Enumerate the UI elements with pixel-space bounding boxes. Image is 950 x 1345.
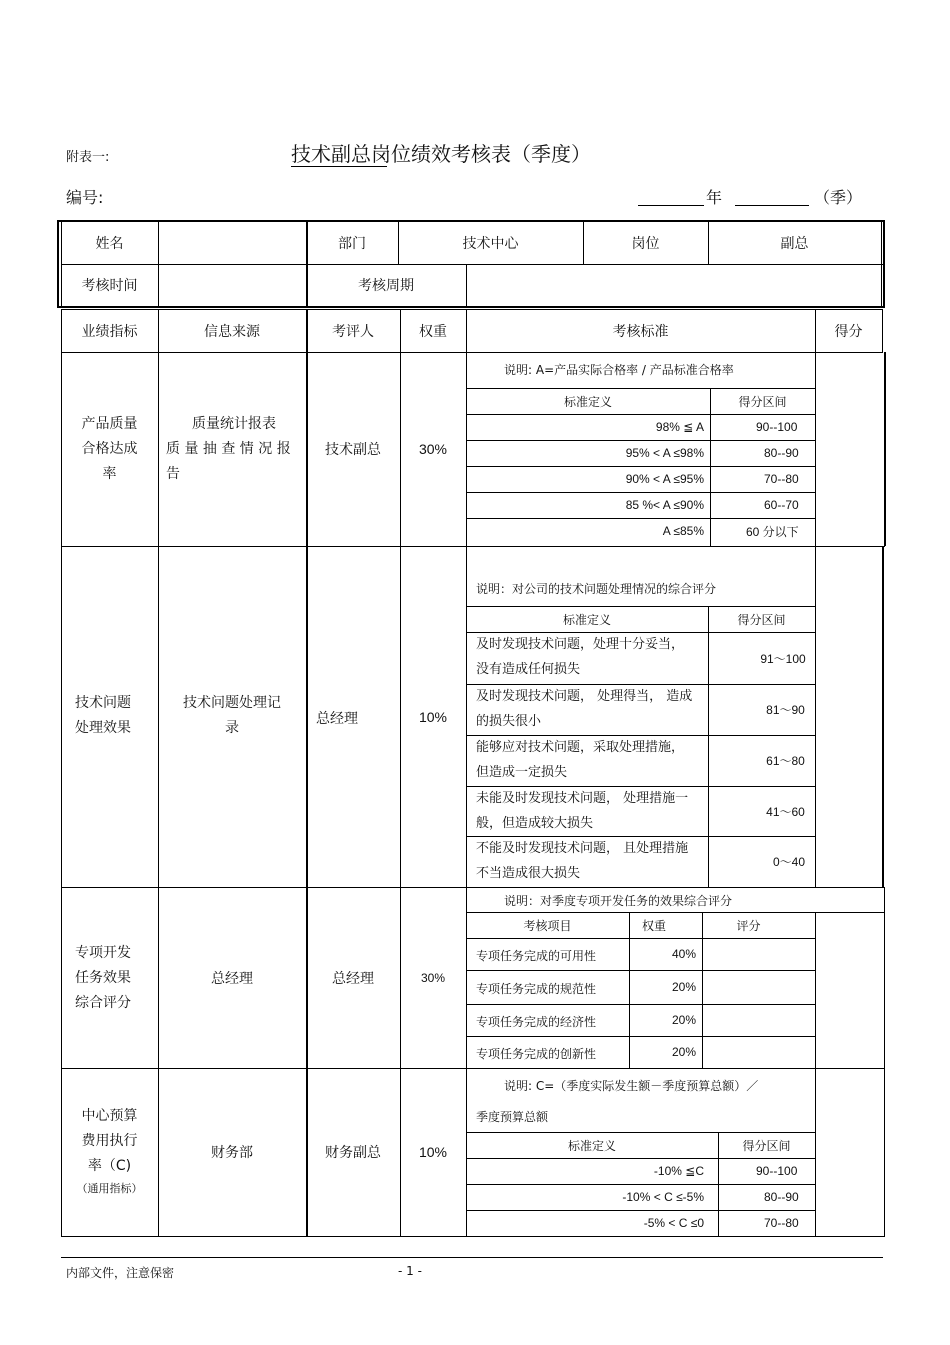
standard-note-cont: 季度预算总额 [476,1110,549,1124]
item-name: 专项任务完成的创新性 [476,1047,597,1061]
item-weight: 20% [671,980,696,994]
info-source: 总经理 [211,970,253,987]
range-item: 41～60 [766,804,805,819]
col-kpi: 业绩指标 [81,323,138,340]
weight: 30% [420,970,446,985]
range-item: 80--90 [764,446,799,460]
def-item: 98% ≦ A [655,420,704,434]
post-label: 岗位 [631,236,660,252]
season-blank [735,205,809,206]
range-item: 80--90 [764,1190,799,1204]
range-item: 70--80 [764,472,799,486]
item-weight: 20% [671,1045,696,1059]
time-label: 考核时间 [81,278,138,294]
item-header: 考核项目 [523,918,572,933]
item-name: 专项任务完成的经济性 [476,1015,597,1029]
name-label: 姓名 [95,236,124,252]
name-field[interactable] [158,222,306,264]
reviewer: 总经理 [316,711,358,727]
reviewer: 总经理 [332,970,374,987]
year-blank [638,205,704,206]
item-weight: 40% [671,947,696,961]
reviewer: 财务副总 [325,1145,381,1161]
item-name: 专项任务完成的可用性 [476,949,597,963]
def-item: 未能及时发现技术问题， 处理措施一 般，但造成较大损失 [476,791,689,831]
range-header: 得分区间 [738,394,787,409]
range-item: 61～80 [766,754,805,768]
range-item: 0～40 [772,855,806,869]
def-item: A ≤85% [662,524,704,538]
year-label: 年 [706,188,723,207]
def-item: 能够应对技术问题，采取处理措施， 但造成一定损失 [476,740,685,780]
dept-label: 部门 [338,236,366,252]
def-item: -10% < C ≤-5% [622,1190,704,1204]
standard-note: 说明：对公司的技术问题处理情况的综合评分 [476,582,717,596]
appendix-label: 附表一: [66,150,110,165]
info-source: 财务部 [211,1145,253,1161]
post-value: 副总 [780,236,809,252]
col-reviewer: 考评人 [332,323,374,340]
kpi-name: 技术问题 处理效果 [75,695,131,736]
weight-header: 权重 [641,918,666,933]
kpi-name: 产品质量 合格达成 率 [81,416,138,482]
time-field[interactable] [158,264,306,306]
weight: 10% [418,1144,448,1160]
col-source: 信息来源 [204,323,260,340]
weight: 10% [418,708,448,725]
range-item: 60--70 [764,498,799,512]
def-item: 85 %< A ≤90% [625,498,704,512]
reviewer: 技术副总 [325,442,381,458]
footer-rule [61,1257,883,1258]
col-score: 得分 [834,323,863,340]
def-header: 标准定义 [563,394,612,409]
standard-note: 说明: C=（季度实际发生额－季度预算总额）／ [504,1079,759,1093]
def-header: 标准定义 [562,612,611,627]
page-title: 技术副总岗位绩效考核表（季度） [291,142,591,166]
serial-label: 编号: [66,188,104,207]
kpi-name: 专项开发 任务效果 综合评分 [75,945,131,1011]
def-item: -10% ≦C [653,1164,704,1178]
dept-value: 技术中心 [462,236,519,252]
weight: 30% [418,441,448,457]
kpi-name: 中心预算 费用执行 率（C) （通用指标） [76,1108,143,1195]
def-item: 不能及时发现技术问题， 且处理措施 不当造成很大损失 [476,841,689,881]
def-item: 及时发现技术问题， 处理得当， 造成 的损失很小 [476,689,693,729]
range-header: 得分区间 [742,1138,791,1153]
range-item: 91～100 [760,651,806,666]
info-source: 质量统计报表 质 量 抽 查 情 况 报 告 [166,416,291,482]
range-item: 90--100 [756,420,798,434]
period-label: 考核周期 [358,278,414,294]
eval-header: 评分 [736,918,761,933]
col-standard: 考核标准 [612,323,669,340]
range-header: 得分区间 [737,612,786,627]
def-item: -5% < C ≤0 [643,1216,704,1230]
item-name: 专项任务完成的规范性 [476,982,597,996]
season-label: （季） [814,188,863,207]
standard-note: 说明: A=产品实际合格率 / 产品标准合格率 [504,363,734,377]
page-number: - 1 - [398,1264,422,1278]
def-item: 95% < A ≤98% [625,446,704,460]
standard-note: 说明：对季度专项开发任务的效果综合评分 [504,894,733,908]
range-item: 81～90 [766,703,805,717]
footer-confidential: 内部文件，注意保密 [66,1266,175,1280]
range-item: 60 分以下 [746,524,799,539]
def-item: 90% < A ≤95% [625,472,704,486]
info-source: 技术问题处理记 录 [183,695,281,736]
item-weight: 20% [671,1013,696,1027]
col-weight: 权重 [419,323,447,340]
title-underline [291,166,387,167]
period-field[interactable] [466,264,881,306]
def-item: 及时发现技术问题，处理十分妥当， 没有造成任何损失 [476,637,685,677]
def-header: 标准定义 [567,1138,616,1153]
range-item: 90--100 [756,1164,798,1178]
range-item: 70--80 [764,1216,799,1230]
